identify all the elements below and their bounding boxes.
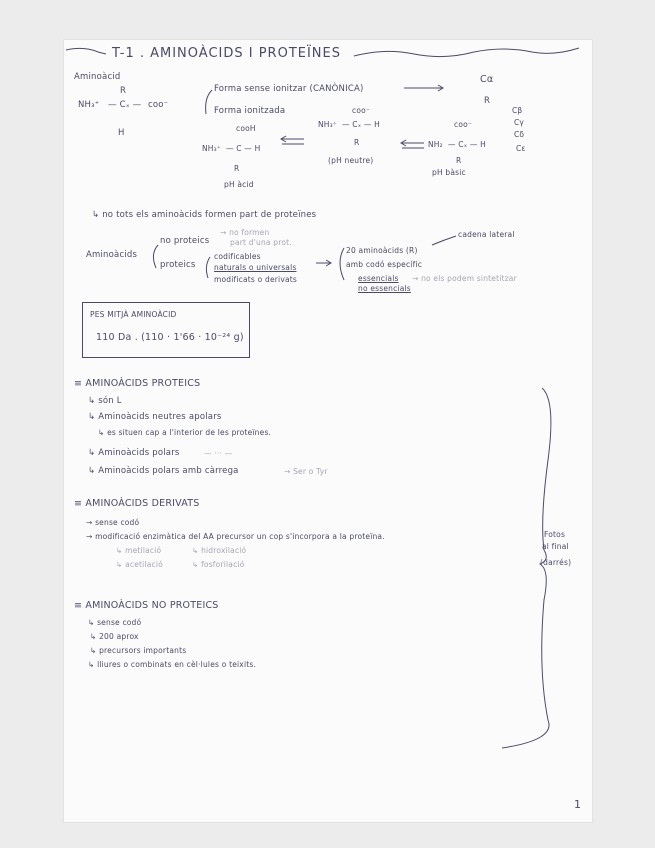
- proteics-item-5: → Ser o Tyr: [284, 467, 328, 476]
- page-title: T-1 . AMINOÀCIDS I PROTEÏNES: [112, 46, 341, 61]
- aminoacid-label: Aminoàcid: [74, 72, 121, 82]
- side-note-line1: Fotos: [544, 530, 566, 539]
- basic-nh2: NH₂: [428, 140, 443, 149]
- forma-canonica: Forma sense ionitzar (CANÒNICA): [214, 84, 364, 94]
- acid-r: R: [234, 164, 240, 173]
- c-beta: Cβ: [512, 106, 523, 115]
- no-proteics-item-3: ↳ lliures o combinats en cèl·lules o teixits.: [88, 660, 257, 669]
- c-gamma: Cγ: [514, 118, 525, 127]
- neutre-c: — Cₓ — H: [342, 120, 380, 129]
- c-epsilon: Cε: [516, 144, 526, 153]
- ph-basic-label: pH bàsic: [432, 168, 466, 177]
- cadena-lateral-label: cadena lateral: [458, 230, 515, 239]
- proteics-item-4: ↳ Aminoàcids polars amb càrrega: [88, 466, 239, 476]
- basic-coo: coo⁻: [454, 120, 473, 129]
- page-number: 1: [574, 798, 582, 811]
- section-derivats-title: ≡ AMINOÀCIDS DERIVATS: [74, 498, 200, 509]
- no-essencials-label: no essencials: [358, 284, 411, 293]
- derivats-item-0: → sense codó: [86, 518, 140, 527]
- codificables-label: codificables: [214, 252, 261, 261]
- proteics-item-0: ↳ són L: [88, 396, 122, 406]
- vint-aminoacids: 20 aminoàcids (R): [346, 246, 418, 255]
- formula-h: H: [118, 128, 125, 138]
- proteics-faded: — ··· —: [204, 449, 233, 458]
- codo-label: amb codó específic: [346, 260, 423, 269]
- derivats-faded-0: ↳ metilació: [116, 546, 162, 555]
- no-proteics-item-0: ↳ sense codó: [88, 618, 142, 627]
- no-sintetitzar-label: → no els podem sintetitzar: [412, 274, 517, 283]
- neutre-r: R: [354, 138, 360, 147]
- formula-r: R: [120, 86, 127, 96]
- no-proteics-item-2: ↳ precursors importants: [90, 646, 187, 655]
- no-proteics-label: no proteics: [160, 236, 210, 246]
- ph-neutre-label: (pH neutre): [328, 156, 374, 165]
- derivats-item-1: → modificació enzimàtica del AA precursor un cop s'incorpora a la proteïna.: [86, 532, 385, 541]
- proteics-item-2: ↳ es situen cap a l'interior de les proteïnes.: [98, 428, 272, 437]
- notebook-page: [64, 40, 592, 822]
- proteics-item-3: ↳ Aminoàcids polars: [88, 448, 180, 458]
- derivats-faded-2: ↳ acetilació: [116, 560, 163, 569]
- derivats-faded-1: ↳ hidroxilació: [192, 546, 247, 555]
- section-no-proteics-title: ≡ AMINOÀCIDS NO PROTEICS: [74, 600, 219, 611]
- basic-c: — Cₓ — H: [448, 140, 486, 149]
- ph-acid-label: pH àcid: [224, 180, 254, 189]
- formula-cx: — Cₓ —: [108, 100, 142, 110]
- c-alpha: Cα: [480, 74, 494, 85]
- acid-c: — C — H: [226, 144, 261, 153]
- no-proteics-note-1: → no formen: [220, 228, 270, 237]
- side-note-line3: (darrés): [540, 558, 572, 567]
- section-proteics-title: ≡ AMINOÀCIDS PROTEICS: [74, 378, 201, 389]
- essencials-label: essencials: [358, 274, 399, 283]
- acid-nh3: NH₃⁺: [202, 144, 222, 153]
- pes-value: 110 Da . (110 · 1'66 · 10⁻²⁴ g): [96, 332, 244, 343]
- note-proteines: ↳ no tots els aminoàcids formen part de proteïnes: [92, 210, 317, 220]
- formula-coo: coo⁻: [148, 100, 169, 110]
- c-delta: Cδ: [514, 130, 525, 139]
- aminoacids-label: Aminoàcids: [86, 250, 138, 260]
- no-proteics-item-1: ↳ 200 aprox: [90, 632, 139, 641]
- acid-cooh: cooH: [236, 124, 256, 133]
- proteics-item-1: ↳ Aminoàcids neutres apolars: [88, 412, 222, 422]
- proteics-label: proteics: [160, 260, 196, 270]
- formula-nh3: NH₃⁺: [78, 100, 100, 110]
- forma-ionitzada: Forma ionitzada: [214, 106, 286, 116]
- neutre-coo: coo⁻: [352, 106, 371, 115]
- derivats-faded-3: ↳ fosforilació: [192, 560, 245, 569]
- pes-title: PES MITJÀ AMINOÀCID: [90, 310, 177, 319]
- modificats-label: modificats o derivats: [214, 275, 298, 284]
- chain-r: R: [484, 96, 491, 106]
- neutre-nh3: NH₃⁺: [318, 120, 338, 129]
- basic-r: R: [456, 156, 462, 165]
- no-proteics-note-2: part d'una prot.: [230, 238, 292, 247]
- naturals-label: naturals o universals: [214, 263, 297, 272]
- side-note-line2: al final: [542, 542, 569, 551]
